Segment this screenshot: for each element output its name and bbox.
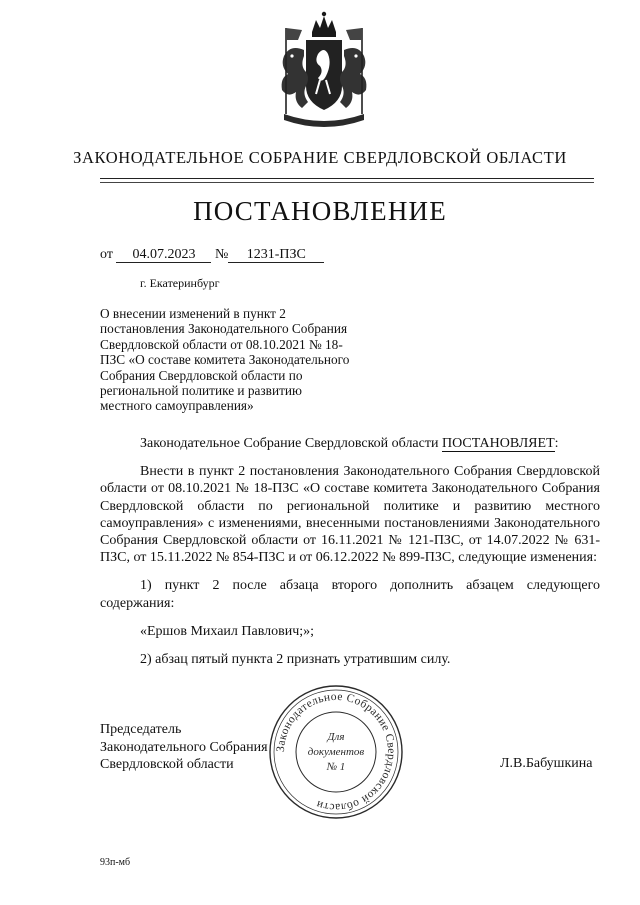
document-type-title: ПОСТАНОВЛЕНИЕ xyxy=(193,196,447,226)
number-label: № xyxy=(214,247,229,262)
preamble-end: : xyxy=(554,436,559,451)
item-1: 1) пункт 2 после абзаца второго дополнить абзацем следующего содержания: xyxy=(100,578,600,611)
city: г. Екатеринбург xyxy=(140,276,220,290)
document-subject: О внесении изменений в пункт 2 постановления Законодательного Собрания Свердловской области от 08.10.2021 № 18-ПЗС «О составе комитета Законодательного Собрания Свердловской области по региональной политике и развитию местного самоуправления» xyxy=(100,306,350,414)
preamble-text: Законодательное Собрание Свердловской области xyxy=(140,436,442,451)
position-line-2: Законодательного Собрания xyxy=(100,739,268,755)
preamble-verb: ПОСТАНОВЛЯЕТ xyxy=(441,436,555,451)
preamble xyxy=(100,435,600,452)
stamp-ring-text: Законодательное Собрание Свердловской области xyxy=(274,690,398,814)
item-1-quote: «Ершов Михаил Павлович;»; xyxy=(140,623,315,639)
document-number: 1231-ПЗС xyxy=(228,247,324,263)
stamp-center-line-1: Для xyxy=(327,731,345,743)
document-date: 04.07.2023 xyxy=(116,247,211,263)
footer-code: 93п-мб xyxy=(100,857,131,868)
main-paragraph: Внести в пункт 2 постановления Законодательного Собрания Свердловской области от 08.10.2021 № 18-ПЗС «О составе комитета Законодательного Собрания Свердловской области по региональной политике и развитию местного самоуправления» с изменениями, внесенными постановлениями Законодательного Собрания Свердловской области от 16.11.2021 № 121-ПЗС, от 14.07.2022 № 631-ПЗС, от 15.11.2022 № 854-ПЗС и от 06.12.2022 № 899-ПЗС, следующие изменения: xyxy=(100,464,600,566)
position-line-3: Свердловской области xyxy=(100,757,234,773)
position-line-1: Председатель xyxy=(100,722,182,737)
official-stamp xyxy=(266,682,406,822)
stamp-center-line-3: № 1 xyxy=(326,761,346,773)
signatory-position xyxy=(100,721,268,774)
header-rule-thin xyxy=(100,182,594,183)
organization-title: ЗАКОНОДАТЕЛЬНОЕ СОБРАНИЕ СВЕРДЛОВСКОЙ ОБЛАСТИ xyxy=(73,148,567,167)
header-rule-thick xyxy=(100,178,594,179)
document-body xyxy=(100,435,600,668)
stamp-center-line-2: документов xyxy=(307,746,365,758)
item-2: 2) абзац пятый пункта 2 признать утратившим силу. xyxy=(140,652,451,668)
date-number-line xyxy=(100,247,324,263)
coat-of-arms-emblem xyxy=(268,10,380,134)
from-label: от xyxy=(100,247,113,262)
signatory-name: Л.В.Бабушкина xyxy=(500,756,593,771)
